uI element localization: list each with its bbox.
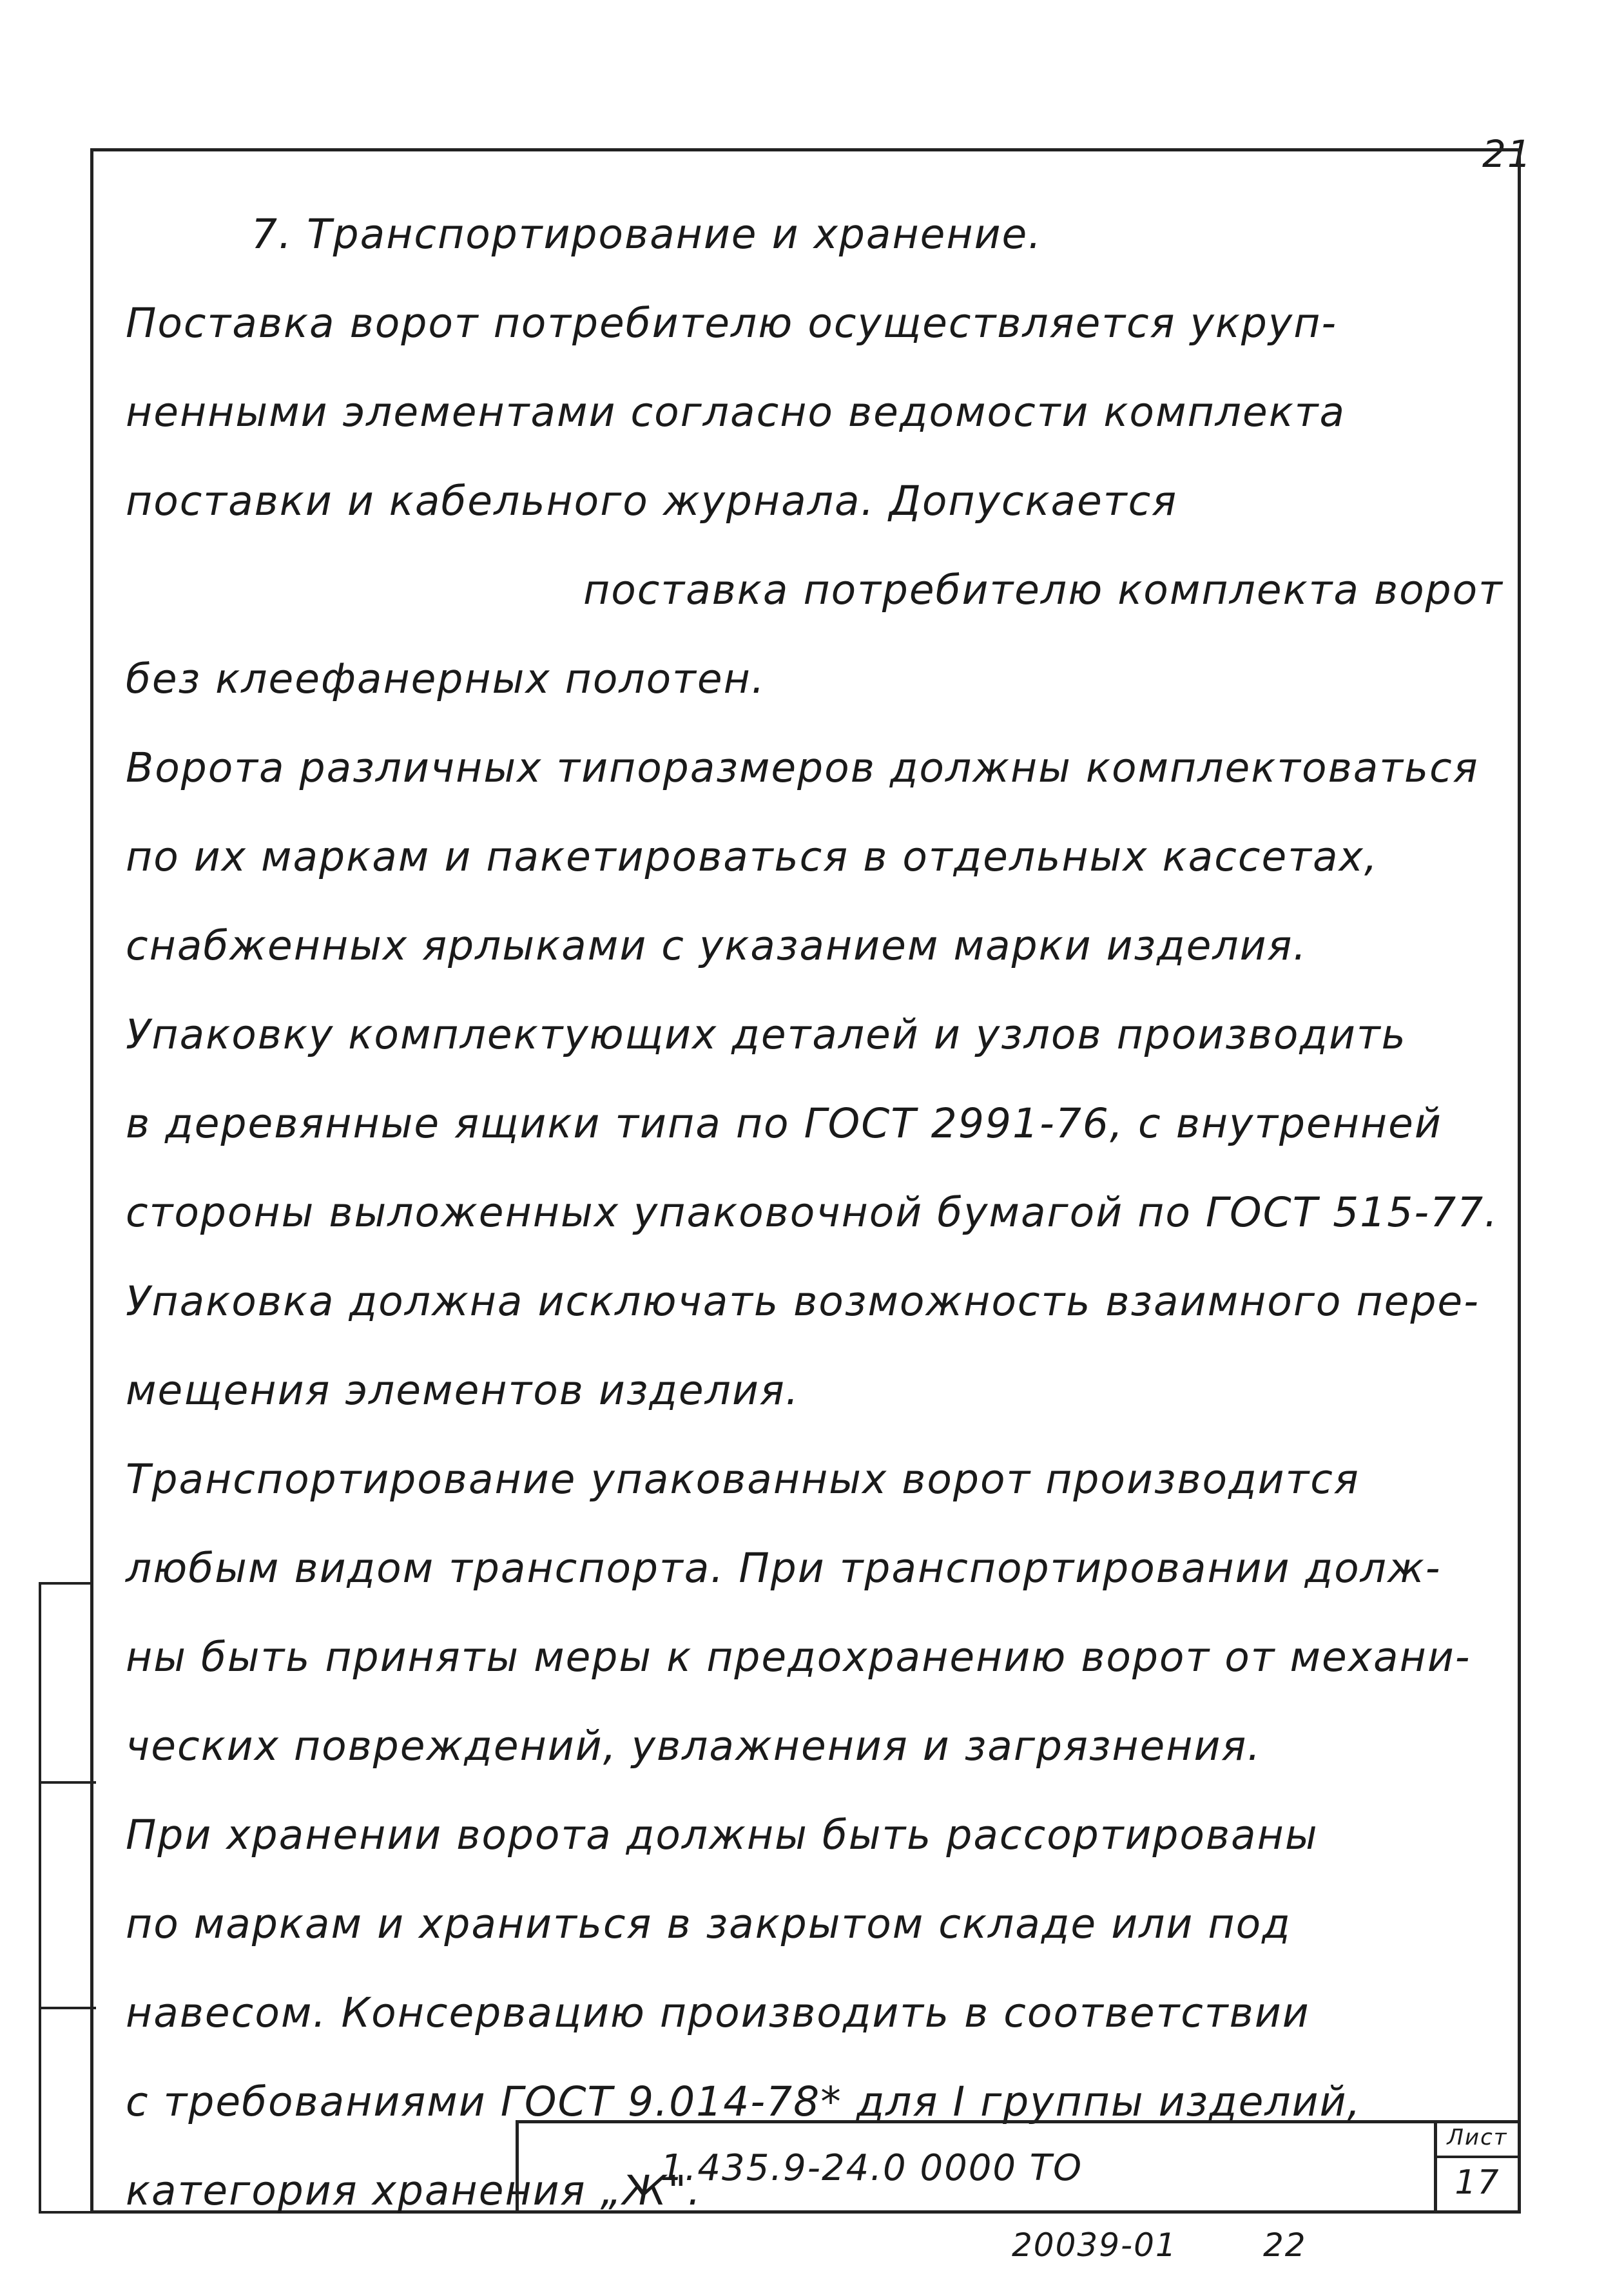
title-block <box>516 2120 1518 2210</box>
text-line: по маркам и храниться в закрытом складе или под <box>126 1900 1291 1947</box>
page-number: 21 <box>1482 132 1532 176</box>
text-line: мещения элементов изделия. <box>126 1367 800 1414</box>
text-line: стороны выложенных упаковочной бумагой по ГОСТ 515-77. <box>126 1189 1499 1236</box>
text-line: поставки и кабельного журнала. Допускается <box>126 478 1178 525</box>
text-line: с требованиями ГОСТ 9.014-78* для I группы изделий, <box>126 2078 1362 2125</box>
footer-number: 22 <box>1263 2226 1307 2264</box>
text-line: Поставка ворот потребителю осуществляется укруп- <box>126 300 1338 347</box>
text-line: Ворота различных типоразмеров должны комплектоваться <box>126 744 1479 791</box>
text-line: без клеефанерных полотен. <box>126 655 766 702</box>
text-line: Упаковка должна исключать возможность взаимного пере- <box>126 1278 1480 1325</box>
text-line: ненными элементами согласно ведомости комплекта <box>126 389 1346 436</box>
document-body <box>126 190 1503 2235</box>
footer-code: 20039-01 <box>1012 2226 1177 2264</box>
text-line: поставка потребителю комплекта ворот <box>583 566 1503 613</box>
text-line: снабженных ярлыками с указанием марки изделия. <box>126 922 1308 969</box>
text-line: При хранении ворота должны быть рассортированы <box>126 1811 1319 1858</box>
text-line: категория хранения „Ж". <box>126 2167 702 2214</box>
sheet-number: 17 <box>1455 2163 1500 2202</box>
strip-divider <box>41 1781 96 1784</box>
text-line: в деревянные ящики типа по ГОСТ 2991-76, с внутренней <box>126 1100 1442 1147</box>
strip-divider <box>41 2007 96 2009</box>
side-margin-strip <box>39 1582 93 2214</box>
section-heading: 7. Транспортирование и хранение. <box>251 211 1043 258</box>
text-line: ны быть приняты меры к предохранению ворот от механи- <box>126 1634 1471 1681</box>
text-line: Упаковку комплектующих деталей и узлов производить <box>126 1011 1407 1058</box>
sheet-label: Лист <box>1437 2120 1518 2158</box>
document-code: 1.435.9-24.0 0000 ТО <box>661 2147 1083 2189</box>
text-line: любым видом транспорта. При транспортировании долж- <box>126 1545 1442 1592</box>
text-line: ческих повреждений, увлажнения и загрязнения. <box>126 1723 1262 1770</box>
text-line: навесом. Консервацию производить в соответствии <box>126 1989 1310 2036</box>
text-line: Транспортирование упакованных ворот производится <box>126 1456 1360 1503</box>
text-line: по их маркам и пакетироваться в отдельных кассетах, <box>126 833 1378 880</box>
sheet-box <box>1434 2120 1518 2210</box>
